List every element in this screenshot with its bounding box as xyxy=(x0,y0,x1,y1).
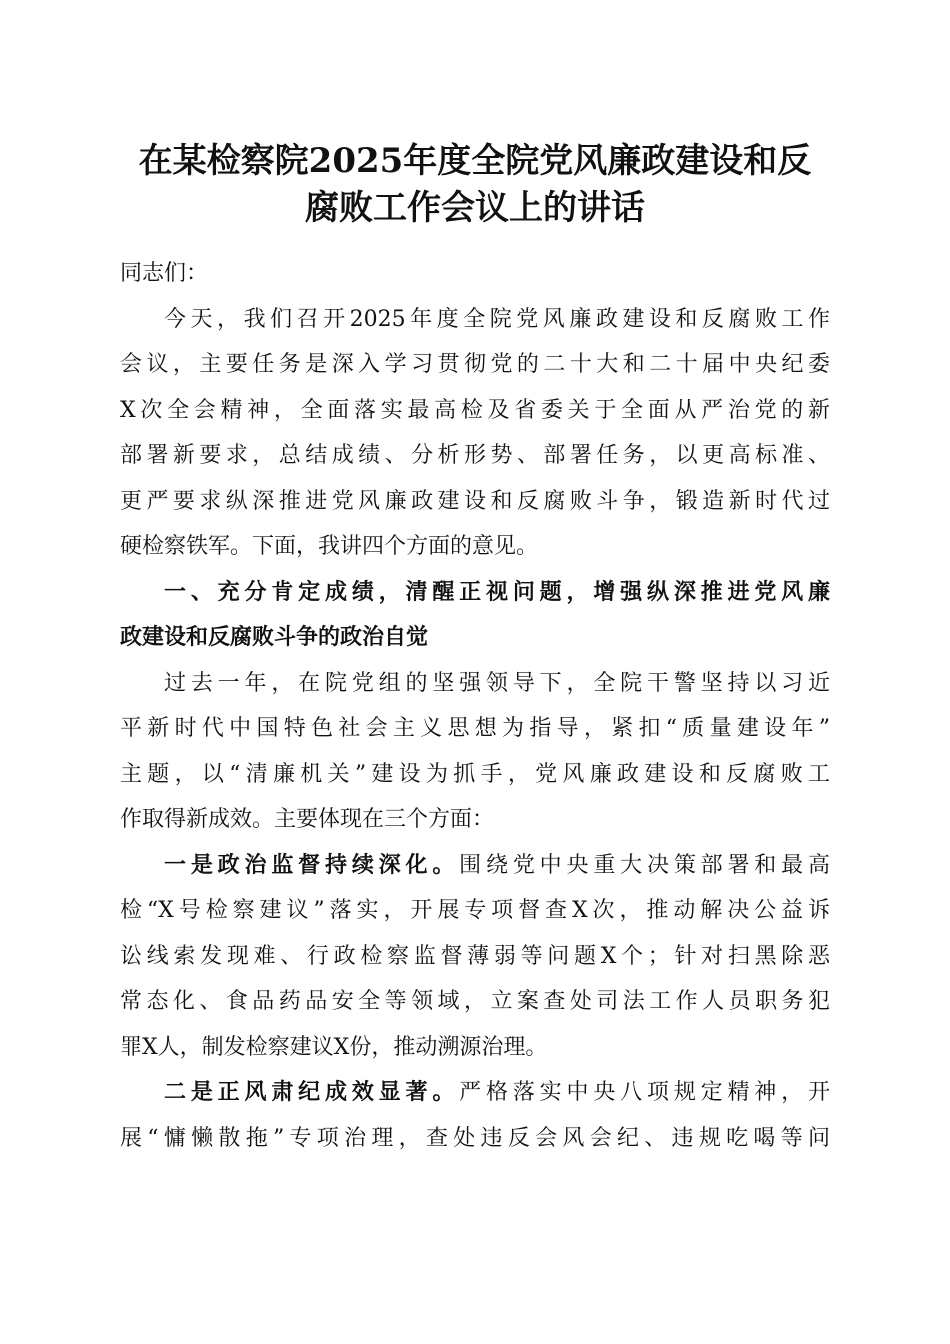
para3-lead: 一是政治监督持续深化。 xyxy=(164,852,460,878)
document-title xyxy=(100,138,850,232)
para3-line-2: 检“X号检察建议”落实，开展专项督查X次，推动解决公益诉 xyxy=(120,898,830,923)
para3-line-5: 罪X人，制发检察建议X份，推动溯源治理。 xyxy=(120,1034,548,1060)
para3-line-4: 常态化、食品药品安全等领域，立案查处司法工作人员职务犯 xyxy=(120,989,830,1014)
heading-line-2: 政建设和反腐败斗争的政治自觉 xyxy=(120,625,429,650)
para4-line-1 xyxy=(120,1070,830,1116)
para4-line-2: 展“慵懒散拖”专项治理，查处违反会风会纪、违规吃喝等问 xyxy=(120,1125,830,1151)
title-line-1: 在某检察院2025年度全院党风廉政建设和反 xyxy=(138,141,812,181)
para3-line-1 xyxy=(120,843,830,889)
salutation-text: 同志们： xyxy=(120,261,209,286)
para3-line-3: 讼线索发现难、行政检察监督薄弱等问题X个；针对扫黑除恶 xyxy=(120,943,830,969)
para2-line-1: 过去一年，在院党组的坚强领导下，全院干警坚持以习近 xyxy=(164,670,830,696)
intro-line-3: X次全会精神，全面落实最高检及省委关于全面从严治党的新 xyxy=(120,397,830,423)
document-body xyxy=(120,251,830,1161)
paragraph-discipline xyxy=(120,1070,830,1161)
salutation xyxy=(120,251,830,297)
heading-line-1: 一、充分肯定成绩，清醒正视问题，增强纵深推进党风廉 xyxy=(164,579,830,605)
title-line-2: 腐败工作会议上的讲话 xyxy=(305,188,645,228)
intro-line-5: 更严要求纵深推进党风廉政建设和反腐败斗争，锻造新时代过 xyxy=(120,488,830,514)
para2-line-3: 主题，以“清廉机关”建设为抓手，党风廉政建设和反腐败工 xyxy=(120,761,830,787)
intro-line-2: 会议，主要任务是深入学习贯彻党的二十大和二十届中央纪委 xyxy=(120,352,830,377)
section-heading-1 xyxy=(120,570,830,661)
para2-line-2: 平新时代中国特色社会主义思想为指导，紧扣“质量建设年” xyxy=(120,716,830,741)
para3-line-1-text: 围绕党中央重大决策部署和最高 xyxy=(459,852,830,878)
intro-line-4: 部署新要求，总结成绩、分析形势、部署任务，以更高标准、 xyxy=(120,443,830,468)
intro-line-6: 硬检察铁军。下面，我讲四个方面的意见。 xyxy=(120,534,539,559)
paragraph-political-supervision xyxy=(120,843,830,1071)
para2-line-4: 作取得新成效。主要体现在三个方面： xyxy=(120,807,495,832)
para4-lead: 二是正风肃纪成效显著。 xyxy=(164,1080,460,1105)
paragraph-achievements xyxy=(120,661,830,843)
intro-paragraph xyxy=(120,297,830,570)
para4-line-1-text: 严格落实中央八项规定精神，开 xyxy=(459,1080,830,1105)
intro-line-1: 今天，我们召开2025年度全院党风廉政建设和反腐败工作 xyxy=(164,306,830,332)
